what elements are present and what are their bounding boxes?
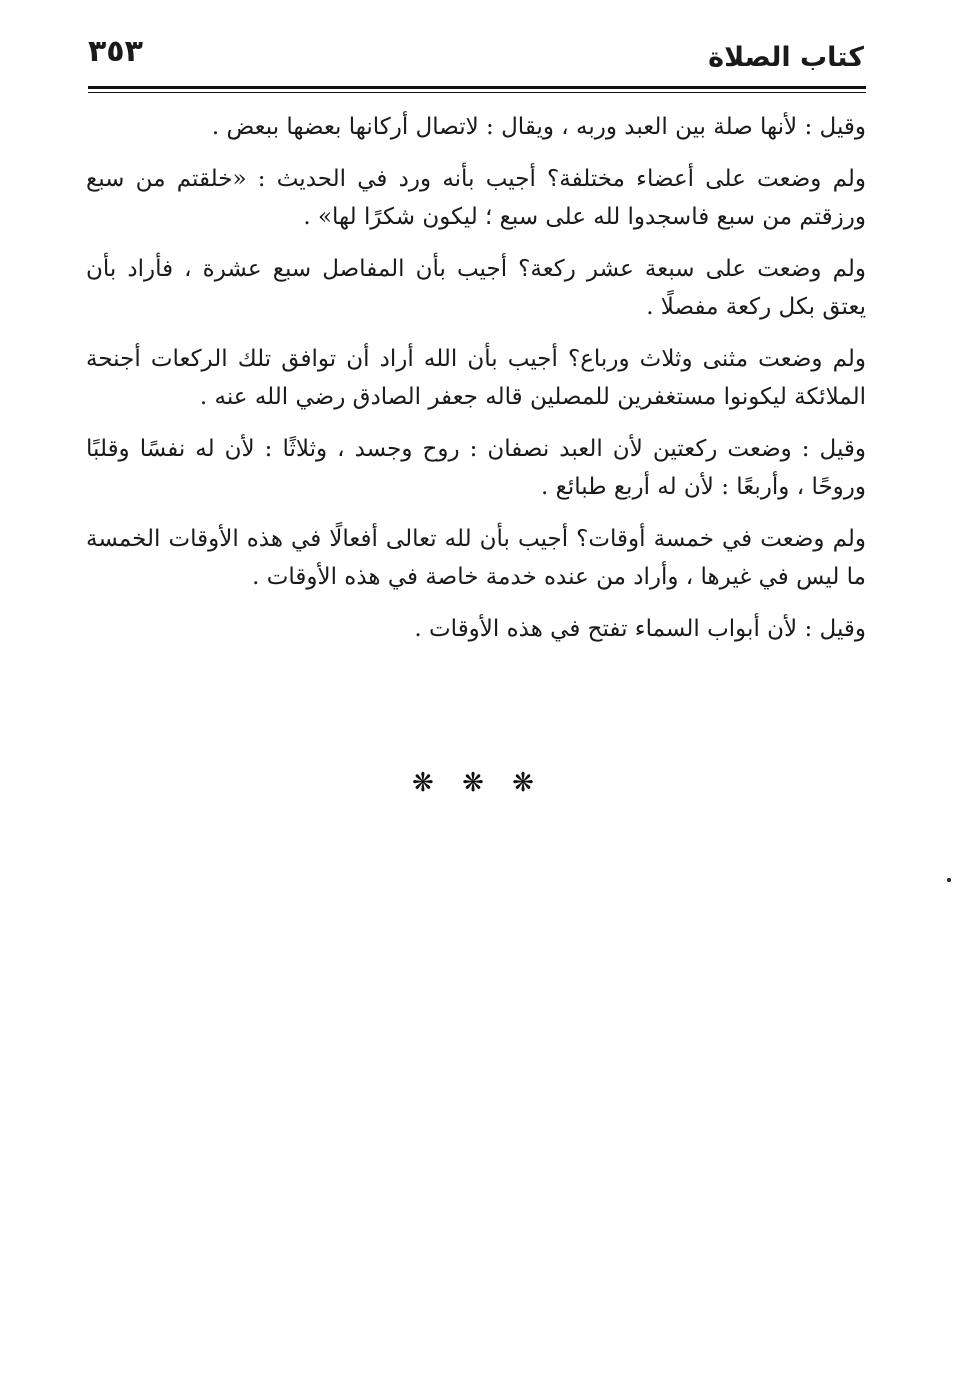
page-number: ٣٥٣ <box>88 34 143 69</box>
paragraph-6: ولم وضعت في خمسة أوقات؟ أجيب بأن لله تعالى أفعالًا في هذه الأوقات الخمسة ما ليس في غيرها ، وأراد من عنده خدمة خاصة في هذه الأوقات . <box>86 526 866 590</box>
body-text <box>86 108 866 662</box>
header-rule-thin <box>88 92 866 93</box>
paragraph-4: ولم وضعت مثنى وثلاث ورباع؟ أجيب بأن الله أراد أن توافق تلك الركعات أجنحة الملائكة ليكونوا مستغفرين للمصلين قاله جعفر الصادق رضي الله عنه . <box>86 346 866 410</box>
header-rule-thick <box>88 86 866 89</box>
scan-speck <box>947 878 951 882</box>
paragraph-1: وقيل : لأنها صلة بين العبد وربه ، ويقال : لاتصال أركانها بعضها ببعض . <box>211 114 866 140</box>
page-header <box>88 34 864 86</box>
paragraph-7: وقيل : لأن أبواب السماء تفتح في هذه الأوقات . <box>414 616 866 642</box>
chapter-title: كتاب الصلاة <box>708 42 864 73</box>
paragraph-5: وقيل : وضعت ركعتين لأن العبد نصفان : روح وجسد ، وثلاثًا : لأن له نفسًا وقلبًا وروحًا ، وأربعًا : لأن له أربع طبائع . <box>86 436 866 500</box>
section-separator: ❋ ❋ ❋ <box>412 768 544 798</box>
paragraph-2: ولم وضعت على أعضاء مختلفة؟ أجيب بأنه ورد في الحديث : «خلقتم من سبع ورزقتم من سبع فاسجدوا لله على سبع ؛ ليكون شكرًا لها» . <box>86 166 866 230</box>
paragraph-3: ولم وضعت على سبعة عشر ركعة؟ أجيب بأن المفاصل سبع عشرة ، فأراد بأن يعتق بكل ركعة مفصلًا . <box>86 256 866 320</box>
